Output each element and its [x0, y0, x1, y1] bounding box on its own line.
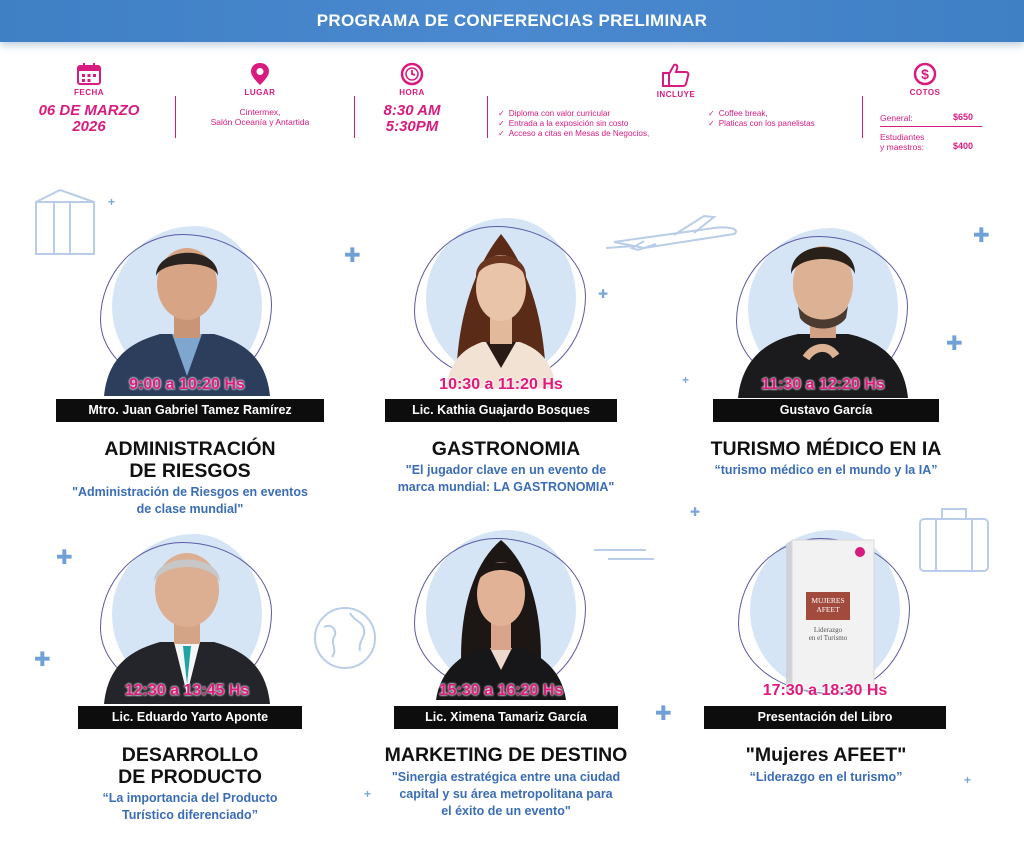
quote-line: “turismo médico en el mundo y la IA”: [714, 463, 938, 477]
students-label-line: y maestros:: [880, 142, 924, 152]
lugar-value: Cintermex,: [239, 107, 281, 117]
session-topic: [356, 438, 656, 460]
page-title: PROGRAMA DE CONFERENCIAS PRELIMINAR: [316, 11, 708, 30]
plus-decoration-icon: +: [964, 773, 972, 787]
session-topic: [676, 438, 976, 460]
hora-label: HORA: [399, 88, 425, 97]
session-quote: [30, 790, 350, 824]
students-price-label: [880, 132, 924, 152]
costos-block: [890, 62, 960, 97]
quote-line: “La importancia del Producto: [102, 791, 278, 805]
session-quote: [346, 769, 666, 820]
airplane-decoration-icon: [604, 208, 746, 256]
book-subtitle: [804, 626, 852, 642]
header-banner: [0, 0, 1024, 42]
topic-line: TURISMO MÉDICO EN IA: [710, 438, 942, 460]
suitcase-decoration-icon: [914, 505, 994, 575]
speaker-name: Lic. Ximena Tamariz García: [394, 706, 618, 729]
plus-decoration-icon: +: [364, 787, 372, 801]
location-pin-icon: [249, 62, 271, 86]
plus-decoration-icon: ✚: [56, 547, 73, 569]
general-price-label: General:: [880, 113, 913, 123]
book-subtitle-line: en el Turismo: [808, 634, 848, 642]
book-title-line: MUJERES: [811, 596, 845, 605]
quote-line: el éxito de un evento": [441, 804, 571, 818]
speaker-photo: [92, 534, 282, 704]
hora-block: [362, 62, 462, 135]
plus-decoration-icon: ✚: [598, 287, 609, 301]
session-time: 17:30 a 18:30 Hs: [762, 682, 888, 699]
session-topic: [356, 744, 656, 766]
session-time: 15:30 a 16:20 Hs: [438, 682, 564, 699]
incluye-label: INCLUYE: [656, 90, 696, 99]
session-topic: [40, 744, 340, 788]
incluye-list-right: [708, 109, 815, 129]
session-topic: [676, 744, 976, 766]
divider: [880, 126, 982, 127]
speaker-photo: [406, 218, 596, 388]
list-item: ✓ Acceso a citas en Mesas de Negocios,: [498, 129, 649, 139]
divider: [487, 96, 488, 138]
speaker-name: Presentación del Libro: [704, 706, 946, 729]
list-item: ✓ Platicas con los panelistas: [708, 119, 815, 129]
plus-decoration-icon: +: [108, 195, 116, 209]
fecha-year: 2026: [72, 118, 106, 135]
speaker-photo-frame: [92, 534, 282, 704]
topic-line: DE PRODUCTO: [118, 766, 262, 788]
hora-start: 8:30 AM: [383, 102, 441, 119]
lugar-label: LUGAR: [244, 88, 276, 97]
quote-line: “Liderazgo en el turismo”: [749, 770, 903, 784]
svg-text:$: $: [921, 66, 929, 82]
fecha-value: 06 DE MARZO: [38, 102, 140, 119]
session-time: 9:00 a 10:20 Hs: [129, 376, 245, 393]
dollar-icon: [912, 62, 938, 86]
topic-line: GASTRONOMIA: [431, 438, 581, 460]
list-item: ✓ Coffee break,: [708, 109, 815, 119]
quote-line: capital y su área metropolitana para: [399, 787, 613, 801]
list-item: ✓ Diploma con valor curricular: [498, 109, 649, 119]
plus-decoration-icon: ✚: [344, 245, 361, 267]
globe-decoration-icon: [310, 603, 380, 673]
plus-decoration-icon: ✚: [655, 703, 672, 725]
topic-line: DESARROLLO: [121, 744, 259, 766]
students-label-line: Estudiantes: [880, 132, 925, 142]
divider: [862, 96, 863, 138]
book-photo-frame: [730, 530, 920, 700]
speaker-photo-frame: [406, 218, 596, 388]
hora-end: 5:30PM: [385, 118, 439, 135]
quote-line: marca mundial: LA GASTRONOMIA": [397, 480, 615, 494]
calendar-icon: [76, 62, 102, 86]
incluye-list-left: [498, 109, 649, 139]
topic-line: ADMINISTRACIÓN: [104, 438, 276, 460]
event-info-strip: [0, 62, 1024, 162]
topic-line: "Mujeres AFEET": [745, 744, 907, 766]
speaker-photo-frame: [728, 228, 918, 398]
lugar-room: Salón Oceanía y Antartida: [210, 117, 310, 127]
speaker-photo: [406, 530, 596, 700]
speaker-photo-frame: [92, 226, 282, 396]
speaker-photo-frame: [406, 530, 596, 700]
book-subtitle-line: Liderazgo: [813, 626, 843, 634]
session-quote: [346, 462, 666, 496]
speaker-name: Mtro. Juan Gabriel Tamez Ramírez: [56, 399, 324, 422]
speaker-photo: [92, 226, 282, 396]
book-title-line: AFEET: [816, 605, 840, 614]
divider: [175, 96, 176, 138]
session-quote: [666, 769, 986, 786]
divider: [354, 96, 355, 138]
lines-decoration-icon: [594, 547, 654, 563]
topic-line: MARKETING DE DESTINO: [384, 744, 628, 766]
students-price: $400: [953, 141, 974, 151]
book-cover-image: [730, 530, 920, 700]
speaker-photo: [728, 228, 918, 398]
session-time: 12:30 a 13:45 Hs: [124, 682, 250, 699]
incluye-block: [636, 62, 716, 99]
plus-decoration-icon: ✚: [690, 505, 701, 519]
session-quote: [666, 462, 986, 479]
plus-decoration-icon: +: [682, 373, 690, 387]
session-quote: [30, 484, 350, 518]
costos-label: COTOS: [909, 88, 941, 97]
general-price: $650: [953, 112, 974, 122]
quote-line: de clase mundial": [136, 502, 244, 516]
book-title: [808, 596, 848, 614]
speaker-name: Lic. Eduardo Yarto Aponte: [78, 706, 302, 729]
thumbs-up-icon: [661, 62, 691, 88]
clock-icon: [399, 62, 425, 86]
list-item: ✓ Entrada a la exposición sin costo: [498, 119, 649, 129]
session-topic: [40, 438, 340, 482]
speaker-name: Gustavo García: [713, 399, 939, 422]
plus-decoration-icon: ✚: [946, 333, 963, 355]
lugar-block: [185, 62, 335, 127]
plus-decoration-icon: ✚: [34, 649, 51, 671]
topic-line: DE RIESGOS: [129, 460, 251, 482]
plus-decoration-icon: ✚: [973, 225, 990, 247]
quote-line: "Sinergia estratégica entre una ciudad: [391, 770, 621, 784]
quote-line: "Administración de Riesgos en eventos: [72, 485, 308, 499]
quote-line: "El jugador clave en un evento de: [405, 463, 607, 477]
fecha-label: FECHA: [73, 88, 105, 97]
fecha-block: [34, 62, 144, 135]
speaker-name: Lic. Kathia Guajardo Bosques: [385, 399, 617, 422]
session-time: 10:30 a 11:20 Hs: [439, 376, 563, 393]
session-time: 11:30 a 12:20 Hs: [761, 376, 885, 393]
quote-line: Turístico diferenciado”: [122, 808, 258, 822]
